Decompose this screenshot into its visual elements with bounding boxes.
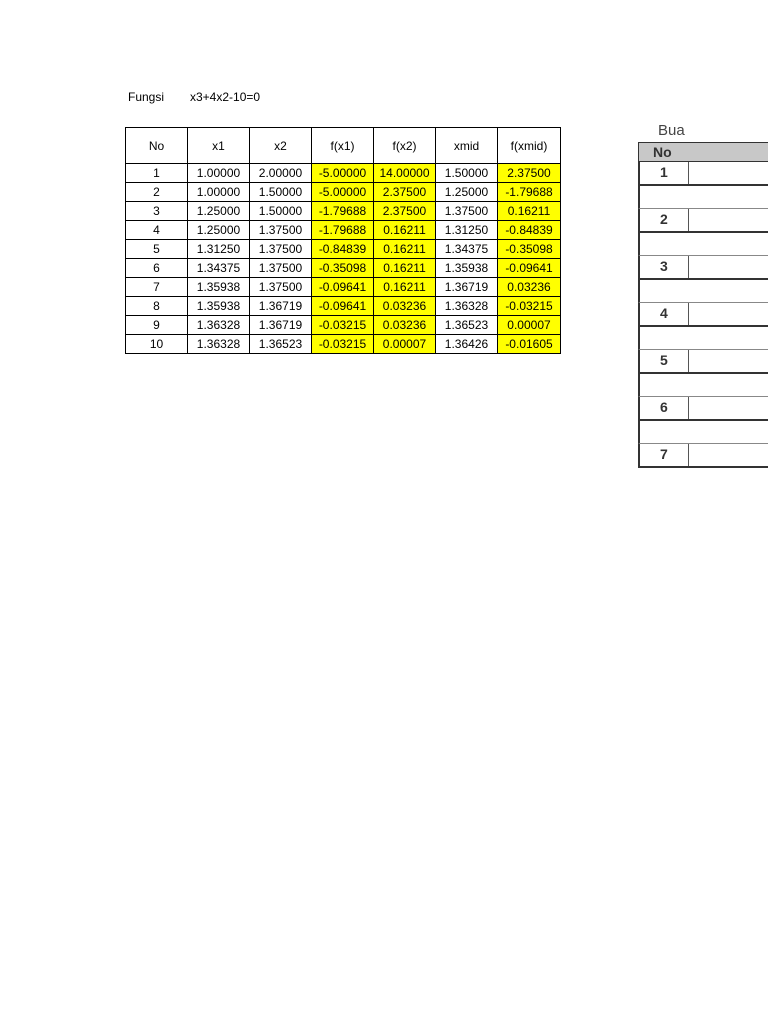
cropped-row-number: 1 (660, 164, 668, 180)
cell-x2: 1.50000 (250, 183, 312, 202)
table-row (126, 183, 561, 202)
cell-fx1: -0.09641 (312, 297, 374, 316)
cell-fx1: -0.09641 (312, 278, 374, 297)
cell-x1: 1.36328 (188, 316, 250, 335)
cropped-row (638, 256, 768, 280)
cell-no: 7 (126, 278, 188, 297)
cell-x2: 1.37500 (250, 221, 312, 240)
cell-no: 3 (126, 202, 188, 221)
cell-xmid: 1.35938 (436, 259, 498, 278)
cropped-row (638, 162, 768, 186)
cell-fx2: 0.16211 (374, 240, 436, 259)
header-x2: x2 (250, 128, 312, 164)
table-header-row (126, 128, 561, 164)
cell-xmid: 1.37500 (436, 202, 498, 221)
cell-fx2: 0.16211 (374, 259, 436, 278)
function-equation: x3+4x2-10=0 (190, 90, 261, 104)
cropped-row-number: 6 (660, 399, 668, 415)
cell-fxmid: -1.79688 (498, 183, 561, 202)
cell-x1: 1.00000 (188, 164, 250, 183)
cell-fx2: 14.00000 (374, 164, 436, 183)
cropped-row-number: 3 (660, 258, 668, 274)
table-row (126, 335, 561, 354)
cell-xmid: 1.36719 (436, 278, 498, 297)
cell-fxmid: 2.37500 (498, 164, 561, 183)
cell-fx2: 0.16211 (374, 221, 436, 240)
table-row (126, 202, 561, 221)
cell-xmid: 1.36328 (436, 297, 498, 316)
cell-fxmid: 0.16211 (498, 202, 561, 221)
cropped-table-title: Bua (658, 122, 685, 139)
cell-x2: 2.00000 (250, 164, 312, 183)
cell-fxmid: -0.84839 (498, 221, 561, 240)
cell-xmid: 1.31250 (436, 221, 498, 240)
cell-fxmid: -0.03215 (498, 297, 561, 316)
cell-fx1: -0.03215 (312, 316, 374, 335)
cell-fx1: -0.84839 (312, 240, 374, 259)
cell-xmid: 1.25000 (436, 183, 498, 202)
table-row (126, 316, 561, 335)
cropped-row (638, 350, 768, 374)
cell-fx1: -1.79688 (312, 202, 374, 221)
cropped-row-number: 2 (660, 211, 668, 227)
cell-fx2: 0.03236 (374, 297, 436, 316)
cell-fxmid: 0.03236 (498, 278, 561, 297)
cropped-row-number: 5 (660, 352, 668, 368)
cropped-row-number: 4 (660, 305, 668, 321)
cell-no: 9 (126, 316, 188, 335)
cell-x1: 1.25000 (188, 202, 250, 221)
cell-fx2: 0.03236 (374, 316, 436, 335)
cropped-gap-row (638, 421, 768, 444)
cell-xmid: 1.36523 (436, 316, 498, 335)
cell-xmid: 1.34375 (436, 240, 498, 259)
cell-x2: 1.37500 (250, 240, 312, 259)
cropped-row (638, 444, 768, 468)
cell-fxmid: 0.00007 (498, 316, 561, 335)
cell-no: 6 (126, 259, 188, 278)
cell-fxmid: -0.35098 (498, 240, 561, 259)
header-fxmid: f(xmid) (498, 128, 561, 164)
cell-fx1: -0.35098 (312, 259, 374, 278)
cell-x1: 1.25000 (188, 221, 250, 240)
cell-x1: 1.36328 (188, 335, 250, 354)
cell-fx2: 0.00007 (374, 335, 436, 354)
cropped-row (638, 397, 768, 421)
cell-fx1: -0.03215 (312, 335, 374, 354)
cell-x1: 1.00000 (188, 183, 250, 202)
cell-fx2: 2.37500 (374, 183, 436, 202)
cell-fxmid: -0.09641 (498, 259, 561, 278)
cell-xmid: 1.50000 (436, 164, 498, 183)
header-x1: x1 (188, 128, 250, 164)
table-row (126, 278, 561, 297)
cell-x2: 1.36719 (250, 316, 312, 335)
table-row (126, 164, 561, 183)
cell-no: 5 (126, 240, 188, 259)
cropped-row (638, 209, 768, 233)
cell-fx1: -5.00000 (312, 183, 374, 202)
header-fx2: f(x2) (374, 128, 436, 164)
cropped-gap-row (638, 280, 768, 303)
cell-fxmid: -0.01605 (498, 335, 561, 354)
cell-no: 2 (126, 183, 188, 202)
header-fx1: f(x1) (312, 128, 374, 164)
cell-no: 1 (126, 164, 188, 183)
table-body (126, 164, 561, 354)
cell-x1: 1.35938 (188, 297, 250, 316)
cropped-gap-row (638, 374, 768, 397)
cell-no: 10 (126, 335, 188, 354)
cell-x2: 1.37500 (250, 278, 312, 297)
cell-x2: 1.36719 (250, 297, 312, 316)
cell-fx2: 2.37500 (374, 202, 436, 221)
cell-x1: 1.31250 (188, 240, 250, 259)
cell-fx1: -1.79688 (312, 221, 374, 240)
table-row (126, 259, 561, 278)
cell-x1: 1.35938 (188, 278, 250, 297)
cell-x2: 1.36523 (250, 335, 312, 354)
cell-fx2: 0.16211 (374, 278, 436, 297)
table-row (126, 297, 561, 316)
table-row (126, 240, 561, 259)
cropped-row-number: 7 (660, 446, 668, 462)
function-label: Fungsi (128, 90, 165, 104)
cropped-gap-row (638, 186, 768, 209)
cell-no: 8 (126, 297, 188, 316)
bisection-table (125, 127, 561, 354)
cropped-row (638, 303, 768, 327)
cropped-gap-row (638, 233, 768, 256)
function-row (128, 90, 260, 104)
cell-x2: 1.37500 (250, 259, 312, 278)
cell-fx1: -5.00000 (312, 164, 374, 183)
cell-x1: 1.34375 (188, 259, 250, 278)
cropped-header-no: No (638, 142, 768, 162)
table-row (126, 221, 561, 240)
cropped-table (638, 142, 768, 468)
cell-xmid: 1.36426 (436, 335, 498, 354)
header-xmid: xmid (436, 128, 498, 164)
cropped-gap-row (638, 327, 768, 350)
cell-no: 4 (126, 221, 188, 240)
cell-x2: 1.50000 (250, 202, 312, 221)
header-no: No (126, 128, 188, 164)
